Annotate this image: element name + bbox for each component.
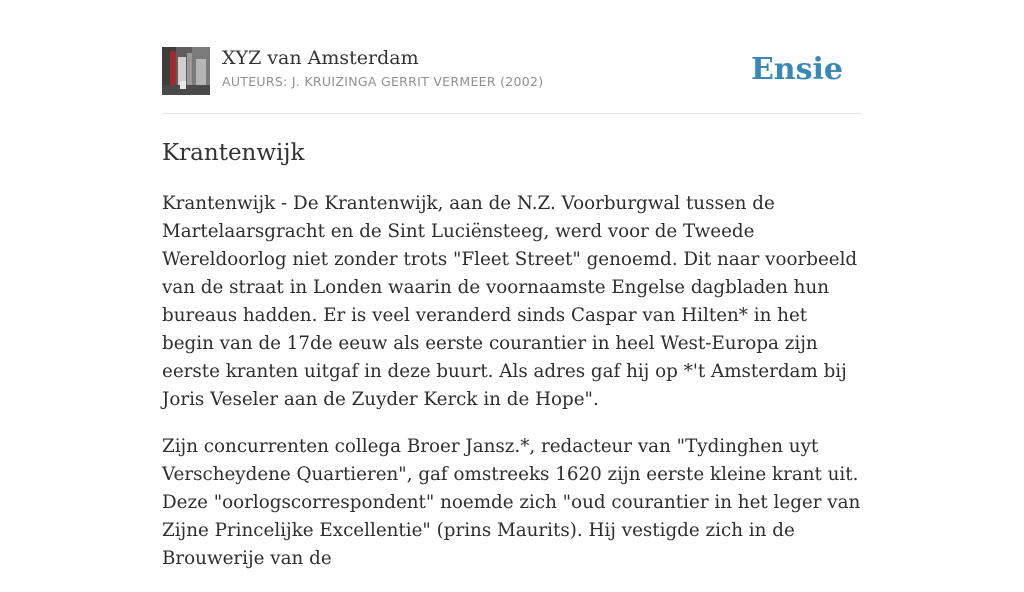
- entry-paragraph-2: Zijn concurrenten collega Broer Jansz.*, redacteur van "Tydinghen uyt Verscheydene Quartieren", gaf omstreeks 1620 zijn eerste kleine krant uit. Deze "oorlogscorrespondent" noemde zich "oud courantier in het leger van Zijne Princelijke Excellentie" (prins Maurits). Hij vestigde zich in de Brouwerije van de: [162, 436, 861, 569]
- street-photo-image: [162, 47, 210, 95]
- authors-label: AUTEURS:: [222, 74, 288, 89]
- book-cover-avatar[interactable]: [162, 47, 210, 95]
- entry-paragraph-1: Krantenwijk - De Krantenwijk, aan de N.Z. Voorburgwal tussen de Martelaarsgracht en de Sint Luciënsteeg, werd voor de Tweede Wereldoorlog niet zonder trots "Fleet Street" genoemd. Dit naar voorbeeld van de straat in Londen waarin de voornaamste Engelse dagbladen hun bureaus hadden. Er is veel veranderd sinds Caspar van Hilten* in het begin van de 17de eeuw als eerste courantier in heel West-Europa zijn eerste kranten uitgaf in deze buurt. Als adres gaf hij op *'t Amsterdam bij Joris Veseler aan de Zuyder Kerck in de Hope".: [162, 193, 858, 410]
- header-divider: [162, 113, 862, 114]
- book-authors: [222, 73, 543, 91]
- book-title[interactable]: XYZ van Amsterdam: [222, 47, 419, 69]
- entry-content: [162, 190, 864, 592]
- ensie-logo[interactable]: Ensie: [750, 52, 843, 87]
- authors-names: J. KRUIZINGA GERRIT VERMEER (2002): [291, 74, 544, 89]
- book-header: [162, 46, 862, 96]
- entry-title: Krantenwijk: [162, 140, 305, 166]
